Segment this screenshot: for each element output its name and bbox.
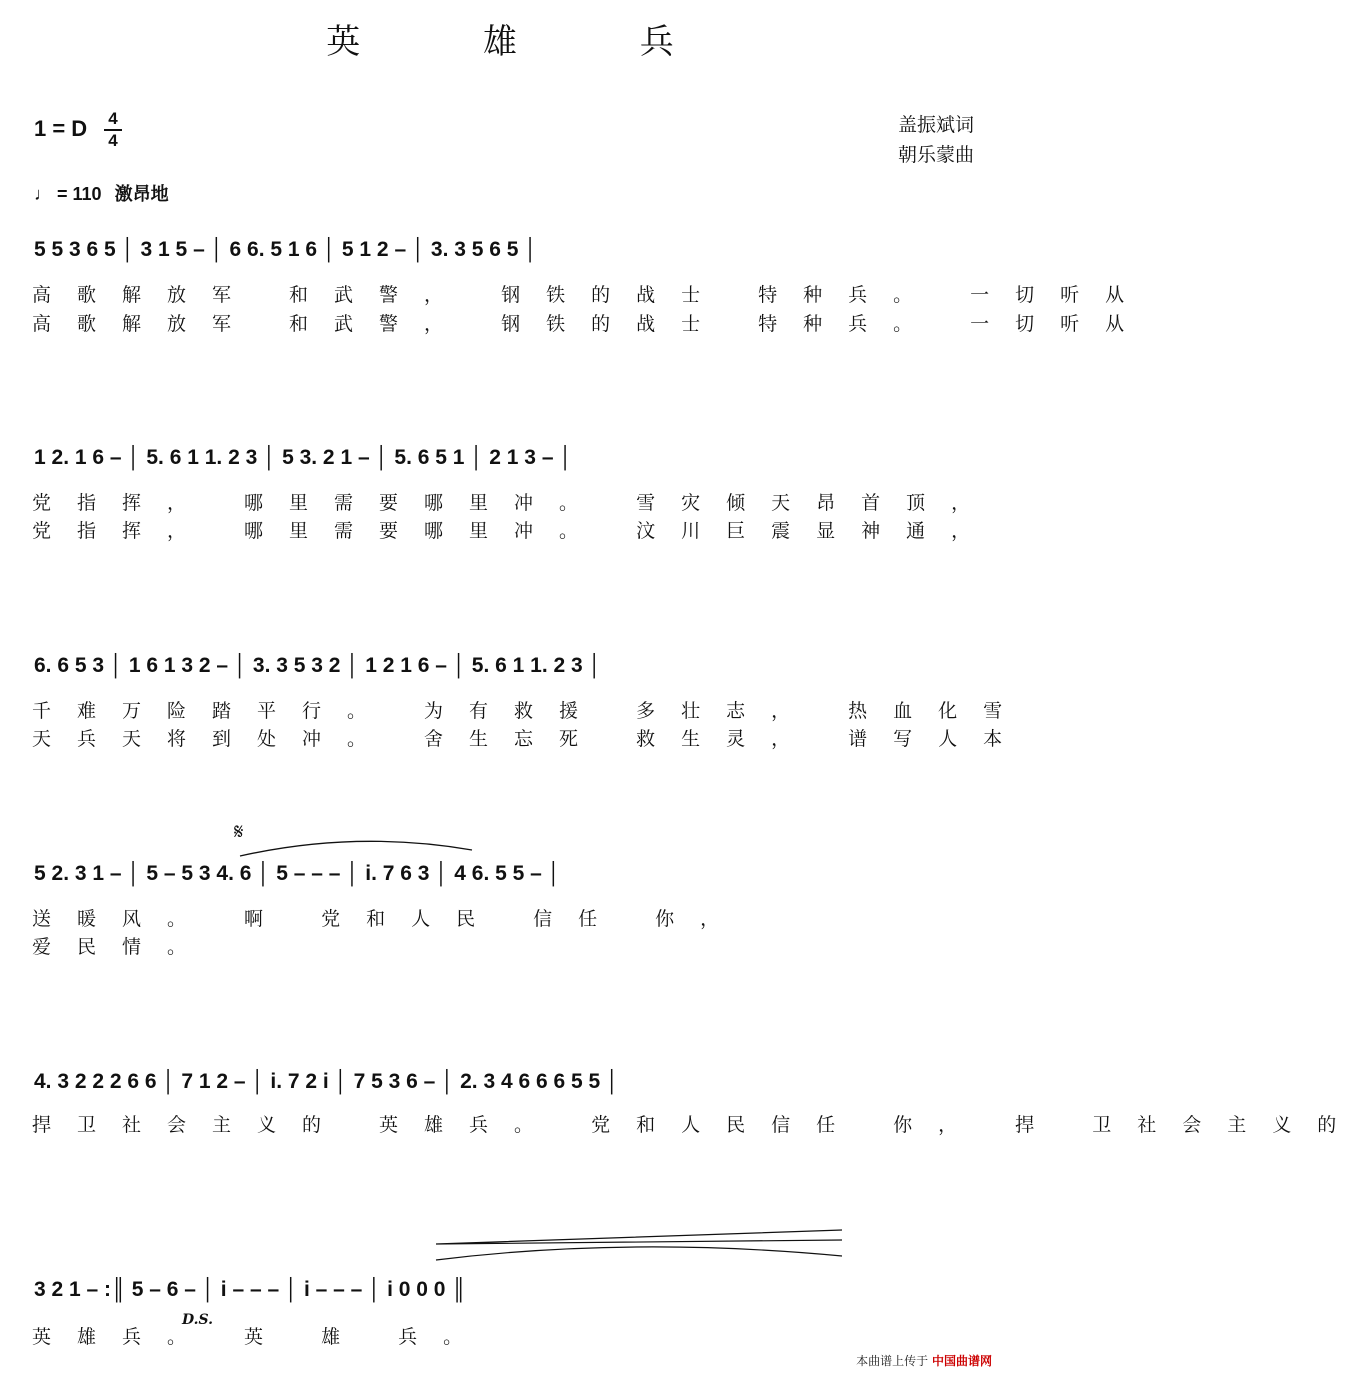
composer-credit: 朝乐蒙曲 (897, 144, 974, 166)
notation-row-5: 4. 3 2 2 2 6 6 │ 7 1 2 – │ i. 7 2 i │ 7 5 3 6 – │ 2. 3 4 6 6 6 5 5 │ (34, 1070, 620, 1093)
tempo-marking (34, 180, 169, 206)
lyric-row-6-verse-1: 英雄兵。 英 雄 兵。 (32, 1326, 489, 1348)
notation-row-4: 5 2. 3 1 – │ 5 – 5 3 4. 6 │ 5 – – – │ i. 7 6 3 │ 4 6. 5 5 – │ (34, 862, 561, 885)
lyric-row-4-verse-2: 爱民情。 (32, 936, 213, 958)
notation-row-3: 6. 6 5 3 │ 1 6 1 3 2 – │ 3. 3 5 3 2 │ 1 2 1 6 – │ 5. 6 1 1. 2 3 │ (34, 654, 602, 677)
song-title: 英 雄 兵 (326, 22, 730, 62)
lyric-row-4-verse-1: 送暖风。 啊 党和人民 信任 你， (32, 908, 746, 930)
footer-credit (856, 1352, 992, 1369)
tempo-value: = 110 (57, 184, 102, 204)
site-logo: 中国曲谱网 (931, 1354, 992, 1368)
crescendo-hairpin (430, 1226, 850, 1266)
tempo-expression: 激昂地 (114, 184, 169, 204)
lyric-row-3-verse-1: 千难万险踏平行。 为有救援 多壮志， 热血化雪 (32, 700, 1029, 722)
notation-row-6: 3 2 1 – :║ 5 – 6 – │ i – – – │ i – – – │ i 0 0 0 ║ (34, 1278, 467, 1301)
footer-text: 本曲谱上传于 (856, 1354, 929, 1368)
time-signature-top: 4 (108, 109, 118, 128)
lyricist-credit: 盖振斌词 (897, 114, 974, 136)
lyric-row-5-verse-1: 捍卫社会主义的 英雄兵。 党和人民信任 你， 捍 卫社会主义的 (32, 1114, 1362, 1136)
segno-sign: 𝄋 (234, 820, 244, 845)
quarter-note-icon: ♩ (34, 184, 52, 204)
key-signature: 1 = D (34, 116, 88, 141)
time-signature-bottom: 4 (108, 131, 118, 150)
dal-segno-mark: D.S. (182, 1312, 214, 1328)
lyric-row-3-verse-2: 天兵天将到处冲。 舍生忘死 救生灵， 谱写人本 (32, 728, 1029, 750)
lyric-row-2-verse-1: 党指挥， 哪里需要哪里冲。 雪灾倾天昂首顶， (32, 492, 997, 514)
lyric-row-2-verse-2: 党指挥， 哪里需要哪里冲。 汶川巨震显神通， (32, 520, 997, 542)
lyric-row-1-verse-2: 高歌解放军 和武警， 钢铁的战士 特种兵。 一切听从 (32, 313, 1151, 335)
time-signature (104, 110, 122, 150)
slur-row-4 (236, 836, 476, 860)
lyric-row-1-verse-1: 高歌解放军 和武警， 钢铁的战士 特种兵。 一切听从 (32, 284, 1151, 306)
credits (850, 110, 974, 170)
notation-row-2: 1 2. 1 6 – │ 5. 6 1 1. 2 3 │ 5 3. 2 1 – │ 5. 6 5 1 │ 2 1 3 – │ (34, 446, 573, 469)
notation-row-1: 5 5 3 6 5 │ 3 1 5 – │ 6 6. 5 1 6 │ 5 1 2 – │ 3. 3 5 6 5 │ (34, 238, 538, 261)
